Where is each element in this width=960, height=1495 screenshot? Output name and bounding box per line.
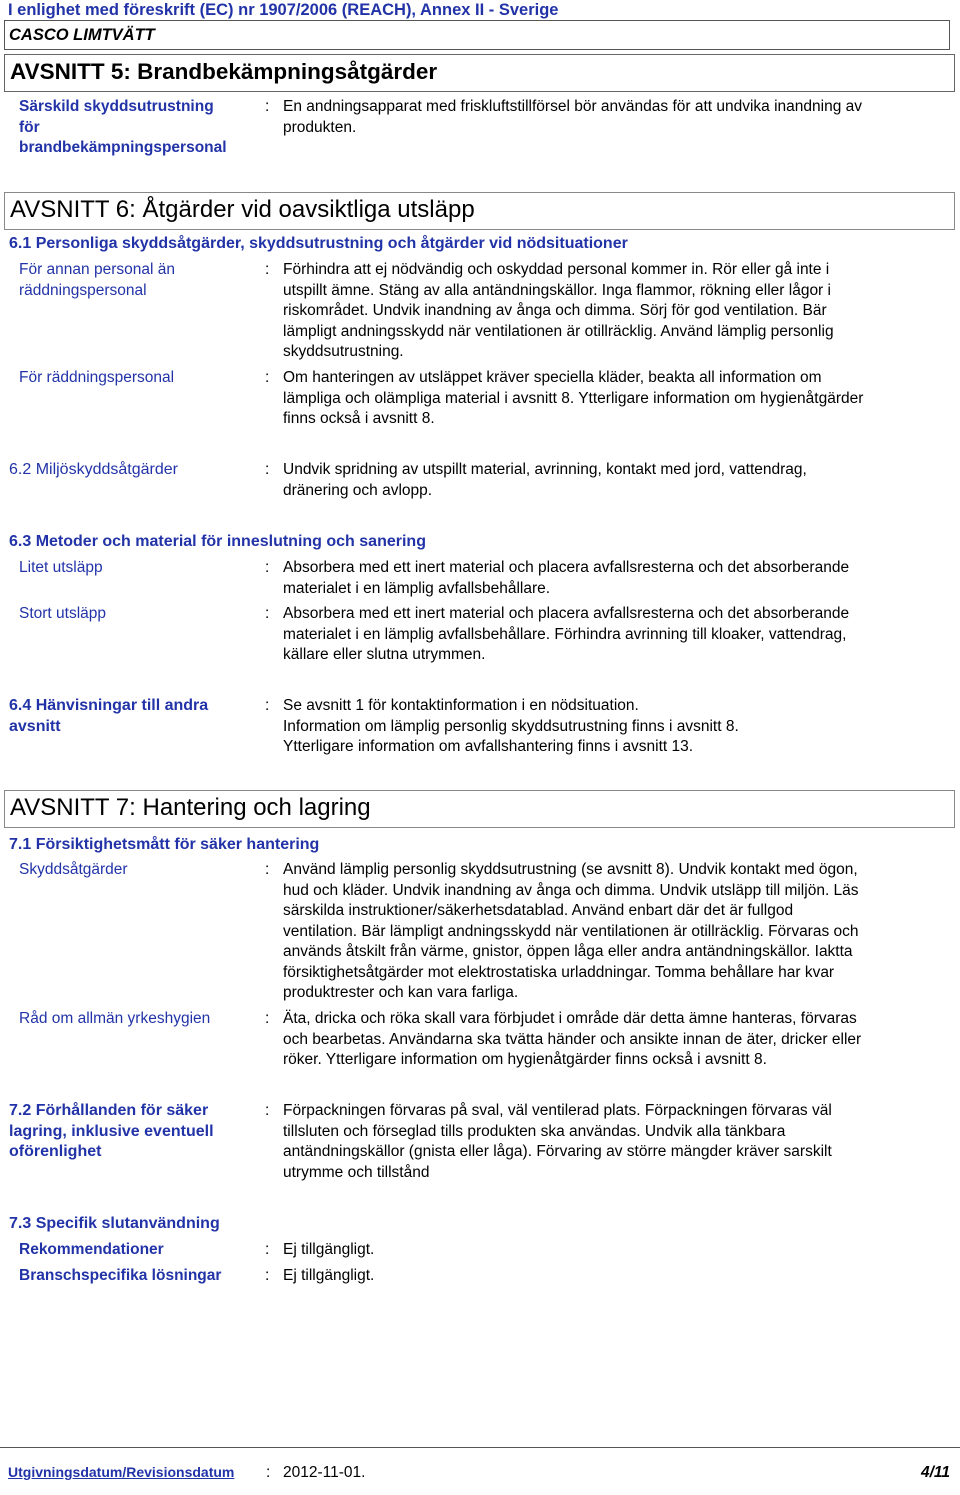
colon-separator: : — [266, 1464, 271, 1481]
colon-separator: : — [265, 369, 270, 386]
product-name-box — [4, 20, 950, 50]
footer-issue-date: 2012-11-01. — [283, 1464, 366, 1481]
colon-separator: : — [265, 1010, 270, 1027]
colon-separator: : — [265, 261, 270, 278]
section-5-title: AVSNITT 5: Brandbekämpningsåtgärder — [4, 54, 955, 92]
subsection-7-2-heading: 7.2 Förhållanden för säker lagring, inklusive eventuell oförenlighet — [9, 1102, 214, 1160]
special-protective-equipment-value: En andningsapparat med friskluftstillförsel bör användas för att undvika inandning av produkten. — [283, 98, 863, 136]
colon-separator: : — [265, 1102, 270, 1119]
page-number: 4/11 — [920, 1464, 950, 1481]
emergency-responders-value: Om hanteringen av utsläppet kräver speciella kläder, beakta all information om lämpliga och olämpliga material i avsnitt 8. Ytterligare information om hygienåtgärder finns också i avsnitt 8. — [283, 369, 864, 427]
colon-separator: : — [265, 461, 270, 478]
section-7-title: AVSNITT 7: Hantering och lagring — [4, 790, 955, 828]
small-spill-value: Absorbera med ett inert material och placera avfallsresterna och det absorberande materialet i en lämplig avfallsbehållare. — [283, 559, 850, 597]
colon-separator: : — [265, 98, 270, 115]
occupational-hygiene-value: Äta, dricka och röka skall vara förbjudet i område där detta ämne hanteras, förvaras och bearbetas. Användarna ska tvätta händer och ansikte innan de äter, dricker eller röker. Ytterligare information om hygienåtgärder finns också i avsnitt 8. — [283, 1010, 862, 1068]
subsection-6-4-heading: 6.4 Hänvisningar till andra avsnitt — [9, 697, 209, 735]
colon-separator: : — [265, 697, 270, 714]
small-spill-label: Litet utsläpp — [19, 559, 103, 576]
label-line: för — [19, 118, 40, 136]
environmental-precautions-value: Undvik spridning av utspillt material, avrinning, kontakt med jord, vattendrag, dränering och avlopp. — [283, 461, 807, 499]
emergency-responders-label: För räddningspersonal — [19, 369, 175, 386]
protective-measures-value: Använd lämplig personlig skyddsutrustning (se avsnitt 8). Undvik kontakt med ögon, hud och kläder. Undvik inandning av ånga och dimma. Undvik utsläpp till miljön. Läs särskilda instruktioner/säkerhetsdatablad. Använd enbart där det är fullgod ventilation. Bär lämpligt andningsskydd när ventilationen är otillräcklig. Förvaras och används åtskilt från värme, gnistor, öppen låga eller andra antändningskällor. Iaktta försiktighetsåtgärder mot elektrostatiska urladdningar. Tomma behållare har kvar produktrester och kan vara farliga. — [283, 861, 859, 1001]
industry-solutions-value: Ej tillgängligt. — [283, 1267, 375, 1284]
colon-separator: : — [265, 861, 270, 878]
subsection-7-1-heading: 7.1 Försiktighetsmått för säker hantering — [9, 836, 320, 853]
label-line: brandbekämpningspersonal — [19, 139, 227, 156]
occupational-hygiene-label: Råd om allmän yrkeshygien — [19, 1010, 211, 1027]
large-spill-value: Absorbera med ett inert material och placera avfallsresterna och det absorberande materialet i en lämplig avfallsbehållare. Förhindra avrinning till kloaker, vattendrag, källare eller slutna utrymmen. — [283, 605, 850, 663]
large-spill-label: Stort utsläpp — [19, 605, 107, 622]
storage-conditions-value: Förpackningen förvaras på sval, väl ventilerad plats. Förpackningen förvaras väl tillsluten och förseglad tills produkten ska användas. Undvik alla tänkbara antändningskällor (gnista eller låga). Förvaring av större mängder kräver sarskilt utrymme och tillstånd — [283, 1102, 832, 1181]
document-regulation-title: I enlighet med föreskrift (EC) nr 1907/2006 (REACH), Annex II - Sverige — [8, 1, 559, 19]
subsection-7-3-heading: 7.3 Specifik slutanvändning — [9, 1215, 220, 1232]
special-protective-equipment-label — [19, 97, 227, 159]
section-6-title: AVSNITT 6: Åtgärder vid oavsiktliga utsläpp — [4, 192, 955, 230]
subsection-6-3-heading: 6.3 Metoder och material för inneslutning och sanering — [9, 533, 426, 550]
industry-solutions-label: Branschspecifika lösningar — [19, 1267, 222, 1284]
colon-separator: : — [265, 605, 270, 622]
subsection-6-1-heading: 6.1 Personliga skyddsåtgärder, skyddsutrustning och åtgärder vid nödsituationer — [9, 235, 628, 252]
references-value: Se avsnitt 1 för kontaktinformation i en nödsituation. Information om lämplig personlig skyddsutrustning finns i avsnitt 8. Ytterligare information om avfallshantering finns i avsnitt 13. — [283, 697, 739, 755]
colon-separator: : — [265, 1267, 270, 1284]
non-emergency-personnel-label: För annan personal än räddningspersonal — [19, 261, 175, 299]
footer-divider — [0, 1447, 960, 1448]
subsection-6-2-heading: 6.2 Miljöskyddsåtgärder — [9, 461, 178, 478]
non-emergency-personnel-value: Förhindra att ej nödvändig och oskyddad personal kommer in. Rör eller gå inte i utspillt ämne. Stäng av alla antändningskällor. Inga flammor, rökning eller lågor i riskområdet. Undvik inandning av ånga och dimma. Sörj för god ventilation. Bär lämpligt andningsskydd när ventilationen är otillräcklig. Använd lämplig personlig skyddsutrustning. — [283, 261, 834, 360]
recommendations-label: Rekommendationer — [19, 1241, 164, 1258]
product-name: CASCO LIMTVÄTT — [9, 26, 155, 44]
colon-separator: : — [265, 1241, 270, 1258]
recommendations-value: Ej tillgängligt. — [283, 1241, 375, 1258]
footer-issue-date-label: Utgivningsdatum/Revisionsdatum — [8, 1464, 235, 1480]
label-line: Särskild skyddsutrustning — [19, 98, 214, 115]
colon-separator: : — [265, 559, 270, 576]
protective-measures-label: Skyddsåtgärder — [19, 861, 128, 878]
